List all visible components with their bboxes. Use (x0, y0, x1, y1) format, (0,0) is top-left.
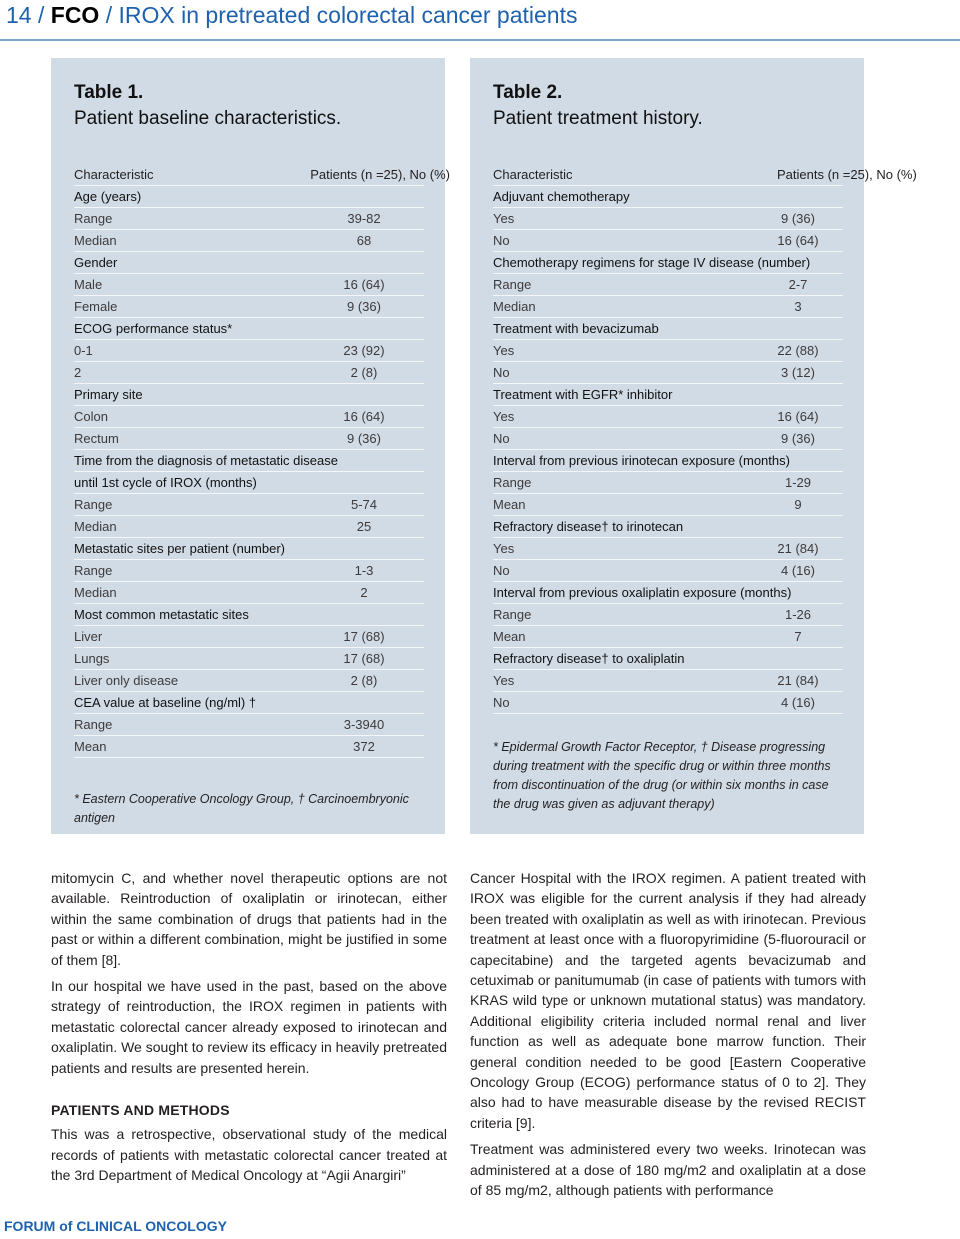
paragraph: In our hospital we have used in the past, based on the above strategy of reintroduction, the IROX regimen in patients with metastatic colorectal cancer already exposed to irinotecan and oxaliplatin. We sought to review its efficacy in heavily pretreated patients and results are presented herein. (51, 978, 447, 1076)
row-label: Chemotherapy regimens for stage IV disease (number) (493, 255, 811, 270)
running-title: / IROX in pretreated colorectal cancer patients (105, 2, 578, 28)
table-row (493, 560, 843, 582)
table-row (493, 384, 843, 406)
journal-abbrev: FCO (50, 2, 100, 28)
table-2-title (493, 80, 703, 132)
table-row (74, 582, 424, 604)
table-1-header-row (74, 164, 450, 186)
row-label: Mean (493, 629, 526, 644)
row-label: Median (74, 233, 117, 248)
row-value: 9 (794, 497, 802, 512)
paragraph: Cancer Hospital with the IROX regimen. A patient treated with IROX was eligible for the current analysis if they had already been treated with oxaliplatin as well as with irinotecan. Previous treatment at least once with a fluoropyrimidine (5-fluorouracil or capecitabine) and the targeted agents bevacizumab and cetuximab or panitumumab (in case of patients with tumors with KRAS wild type or unknown mutational status) was mandatory. Additional eligibility criteria included normal renal and liver function as well as adequate bone marrow function. Their general condition needed to be good [Eastern Cooperative Oncology Group (ECOG) performance status of 0 to 2]. They also had to have measurable disease by the revised RECIST criteria [9]. (470, 870, 866, 1131)
row-value: 3-3940 (343, 717, 385, 732)
row-label: Treatment with EGFR* inhibitor (493, 387, 673, 402)
row-label: Lungs (74, 651, 110, 666)
table-2-body (493, 164, 917, 714)
row-label: No (493, 695, 510, 710)
table-2-panel (470, 58, 917, 834)
row-label: Mean (74, 739, 107, 754)
row-value: 1-26 (784, 607, 812, 622)
body-column-left (51, 868, 447, 1192)
running-header-text (6, 2, 577, 29)
row-label: Median (493, 299, 536, 314)
table-row (74, 274, 424, 296)
row-label: Colon (74, 409, 108, 424)
row-label: Male (74, 277, 103, 292)
row-label: CEA value at baseline (ng/ml) † (74, 695, 257, 710)
row-value: 21 (84) (777, 673, 819, 688)
table-row (74, 494, 424, 516)
table-row (493, 472, 843, 494)
table-row (74, 670, 424, 692)
row-value: 3 (794, 299, 802, 314)
table-row (74, 538, 424, 560)
table-row (493, 494, 843, 516)
table-row (74, 714, 424, 736)
table-row (493, 450, 843, 472)
row-label: Primary site (74, 387, 143, 402)
row-value: 2 (8) (350, 365, 378, 380)
row-label: Range (74, 717, 113, 732)
row-value: 16 (64) (343, 409, 385, 424)
table-row (74, 406, 424, 428)
table-1-body (74, 164, 450, 758)
row-label: Yes (493, 673, 515, 688)
row-label: Interval from previous irinotecan exposure (months) (493, 453, 790, 468)
table-row (493, 604, 843, 626)
table-2-header-row (493, 164, 917, 186)
row-label: No (493, 563, 510, 578)
table-row (74, 428, 424, 450)
paragraph: mitomycin C, and whether novel therapeutic options are not available. Reintroduction of oxaliplatin or irinotecan, either within the same combination of drugs that patients had in the past or within a different combination, might be justified in some of them [8]. (51, 870, 447, 968)
row-label: Time from the diagnosis of metastatic disease (74, 453, 338, 468)
table-row (493, 538, 843, 560)
row-label: until 1st cycle of IROX (months) (74, 475, 257, 490)
paragraph: Treatment was administered every two weeks. Irinotecan was administered at a dose of 180 mg/m2 and oxaliplatin at a dose of 85 mg/m2, although patients with performance (470, 1141, 866, 1199)
column-header-characteristic: Characteristic (493, 167, 573, 182)
table-row (493, 340, 843, 362)
row-label: Median (74, 585, 117, 600)
table-row (74, 648, 424, 670)
row-label: Metastatic sites per patient (number) (74, 541, 285, 556)
table-row (74, 516, 424, 538)
table-row (493, 428, 843, 450)
row-label: Range (74, 497, 113, 512)
row-value: 39-82 (347, 211, 381, 226)
table-row (493, 230, 843, 252)
table-1-footnote: * Eastern Cooperative Oncology Group, † Carcinoembryonic antigen (74, 792, 409, 825)
table-row (74, 230, 424, 252)
table-row (493, 208, 843, 230)
row-value: 2 (8) (350, 673, 378, 688)
row-value: 1-3 (354, 563, 374, 578)
table-row (493, 406, 843, 428)
row-label: Interval from previous oxaliplatin exposure (months) (493, 585, 792, 600)
row-label: Yes (493, 409, 515, 424)
row-value: 5-74 (350, 497, 378, 512)
header-slash: / (37, 2, 45, 28)
paragraph: This was a retrospective, observational study of the medical records of patients with metastatic colorectal cancer treated at the 3rd Department of Medical Oncology at “Agii Anargiri” (51, 1126, 447, 1184)
table-row (74, 604, 424, 626)
row-value: 2 (360, 585, 368, 600)
column-header-patients: Patients (n =25), No (%) (310, 167, 450, 182)
table-row (74, 252, 424, 274)
table-row (74, 692, 424, 714)
table-row (493, 648, 843, 670)
table-row (74, 626, 424, 648)
row-value: 68 (356, 233, 372, 248)
table-row (74, 340, 424, 362)
row-label: Yes (493, 541, 515, 556)
row-value: 17 (68) (343, 651, 385, 666)
row-label: Liver (74, 629, 103, 644)
table-2-caption: Patient treatment history. (493, 108, 703, 129)
row-value: 372 (353, 739, 375, 754)
table-row (493, 252, 843, 274)
table-1-caption: Patient baseline characteristics. (74, 108, 342, 129)
row-value: 4 (16) (781, 563, 815, 578)
row-value: 16 (64) (343, 277, 385, 292)
row-label: Age (years) (74, 189, 142, 204)
row-value: 9 (36) (347, 299, 381, 314)
table-row (493, 318, 843, 340)
row-value: 4 (16) (781, 695, 815, 710)
table-1-title (74, 80, 341, 132)
row-label: Mean (493, 497, 526, 512)
row-label: Range (74, 563, 113, 578)
row-label: Range (493, 607, 532, 622)
row-label: Rectum (74, 431, 119, 446)
journal-footer: FORUM of CLINICAL ONCOLOGY (4, 1218, 227, 1234)
row-value: 16 (64) (777, 409, 819, 424)
header-rule (0, 39, 960, 41)
table-row (74, 296, 424, 318)
table-row (493, 274, 843, 296)
table-2-footnote: * Epidermal Growth Factor Receptor, † Disease progressing during treatment with the specific drug or within three months from discontinuation of the drug (or within six months in case the drug was given as adjuvant therapy) (493, 740, 831, 811)
row-label: Female (74, 299, 118, 314)
table-row (493, 186, 843, 208)
table-row (493, 296, 843, 318)
row-label: Refractory disease† to oxaliplatin (493, 651, 685, 666)
row-value: 23 (92) (343, 343, 385, 358)
row-label: Range (493, 277, 532, 292)
row-label: 2 (74, 365, 82, 380)
row-value: 25 (356, 519, 372, 534)
row-value: 3 (12) (781, 365, 815, 380)
table-1-panel (51, 58, 450, 834)
row-label: No (493, 365, 510, 380)
table-row (493, 582, 843, 604)
row-value: 17 (68) (343, 629, 385, 644)
row-value: 9 (36) (781, 431, 815, 446)
column-header-characteristic: Characteristic (74, 167, 154, 182)
row-label: No (493, 233, 510, 248)
row-label: Yes (493, 343, 515, 358)
table-row (493, 626, 843, 648)
row-label: Yes (493, 211, 515, 226)
table-row (74, 472, 424, 494)
table-row (74, 384, 424, 406)
row-value: 9 (36) (781, 211, 815, 226)
table-row (74, 362, 424, 384)
row-label: No (493, 431, 510, 446)
row-label: 0-1 (74, 343, 93, 358)
table-row (74, 450, 424, 472)
table-row (74, 208, 424, 230)
row-value: 21 (84) (777, 541, 819, 556)
row-label: Refractory disease† to irinotecan (493, 519, 684, 534)
row-label: Liver only disease (74, 673, 179, 688)
table-row (74, 318, 424, 340)
row-label: Adjuvant chemotherapy (493, 189, 630, 204)
row-label: Most common metastatic sites (74, 607, 249, 622)
table-row (74, 736, 424, 758)
row-label: Median (74, 519, 117, 534)
row-value: 22 (88) (777, 343, 819, 358)
body-column-right (470, 868, 866, 1207)
table-row (74, 186, 424, 208)
table-row (493, 670, 843, 692)
running-header (0, 0, 960, 40)
row-value: 16 (64) (777, 233, 819, 248)
row-label: Range (74, 211, 113, 226)
table-row (74, 560, 424, 582)
section-heading: PATIENTS AND METHODS (51, 1102, 230, 1119)
table-row (493, 362, 843, 384)
row-value: 1-29 (784, 475, 812, 490)
row-label: ECOG performance status* (74, 321, 233, 336)
page-number: 14 (6, 2, 32, 28)
row-label: Gender (74, 255, 118, 270)
row-value: 2-7 (788, 277, 808, 292)
column-header-patients: Patients (n =25), No (%) (777, 167, 917, 182)
row-value: 9 (36) (347, 431, 381, 446)
table-1-number: Table 1. (74, 82, 144, 103)
table-row (493, 692, 843, 714)
row-label: Range (493, 475, 532, 490)
row-value: 7 (794, 629, 802, 644)
row-label: Treatment with bevacizumab (493, 321, 659, 336)
table-2-number: Table 2. (493, 82, 563, 103)
table-row (493, 516, 843, 538)
